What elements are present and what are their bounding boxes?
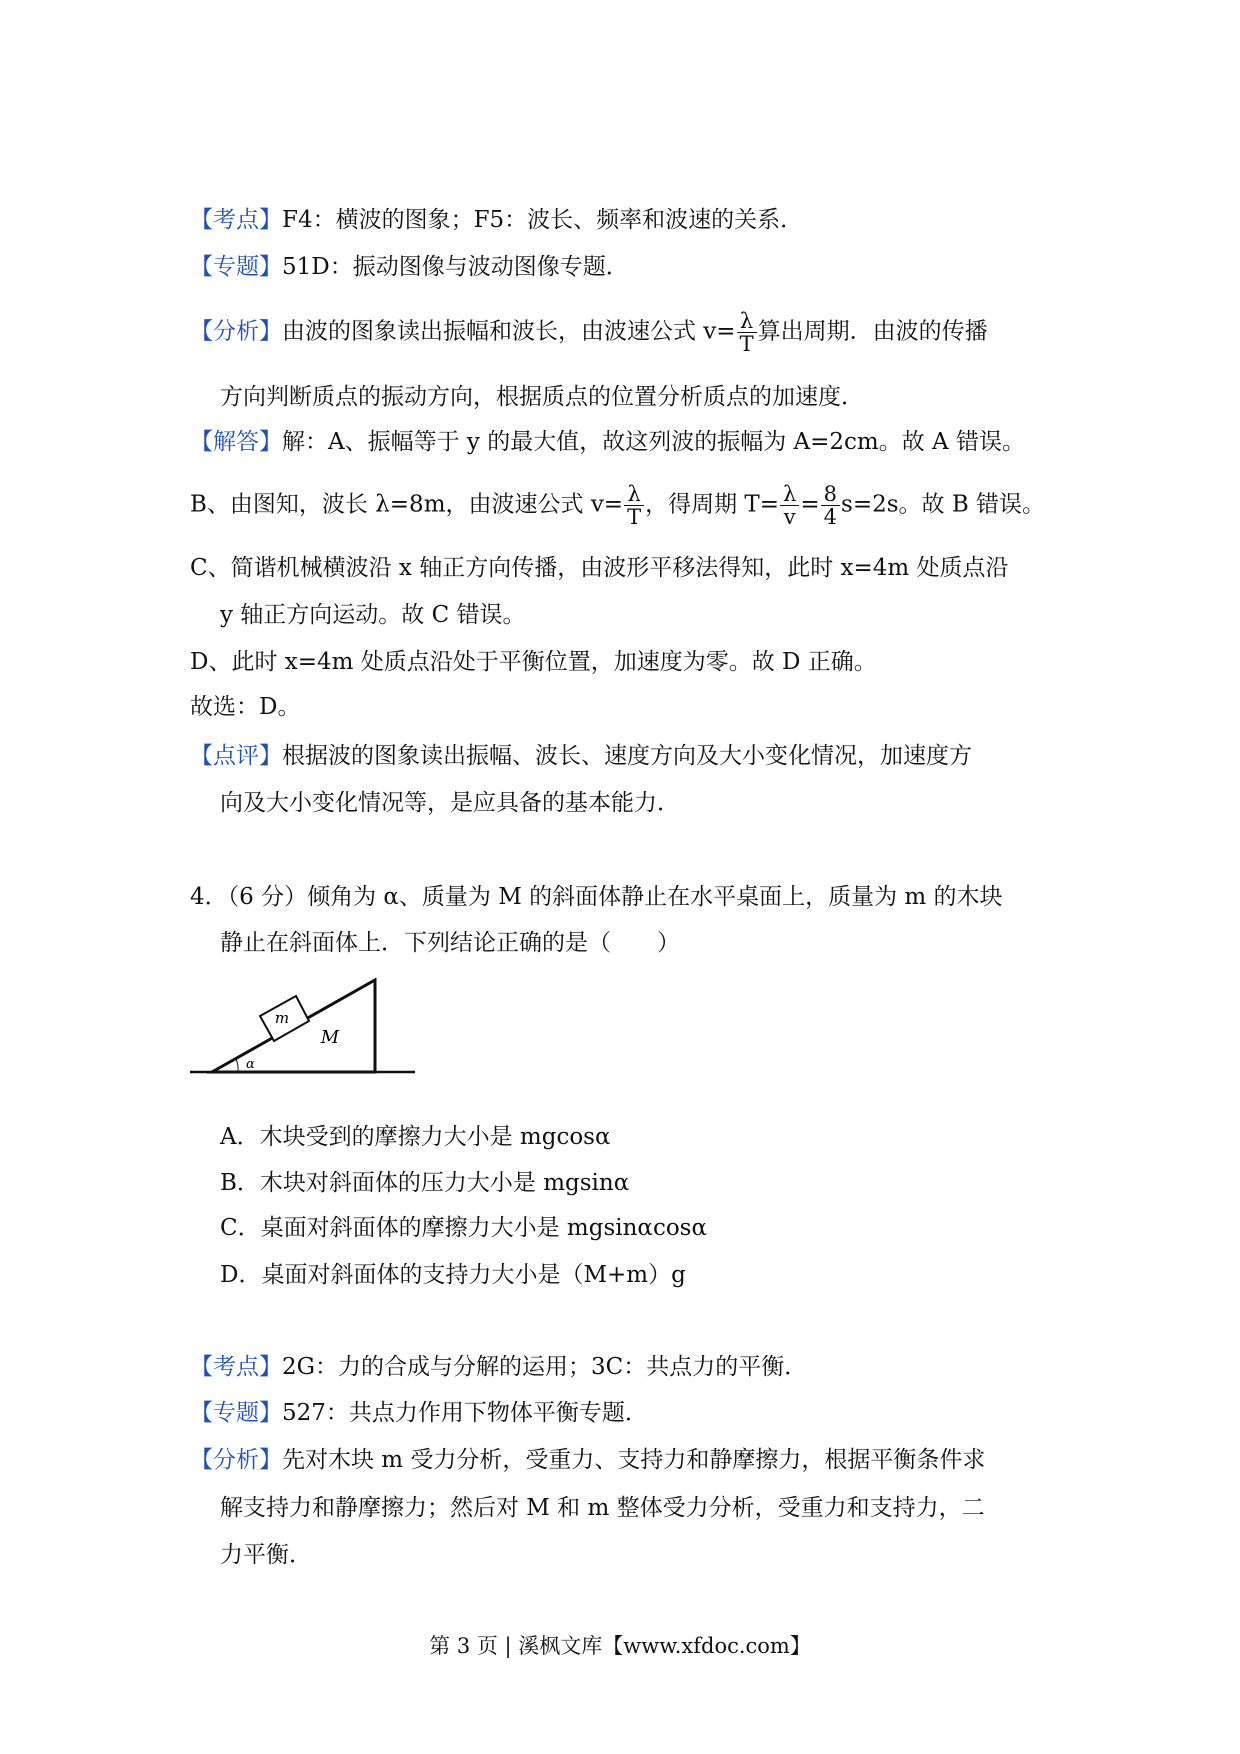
fraction-denominator: T xyxy=(627,505,642,529)
fraction-lambda-over-t xyxy=(737,310,757,355)
option-a: A．木块受到的摩擦力大小是 mgcosα xyxy=(220,1124,611,1150)
fenxi-text: 先对木块 m 受力分析，受重力、支持力和静摩擦力，根据平衡条件求 xyxy=(282,1447,986,1473)
answer-c-line-2: y 轴正方向运动。故 C 错误。 xyxy=(220,602,526,628)
kaodian-line-2 xyxy=(190,1352,807,1382)
fraction-numerator: 8 xyxy=(821,483,840,506)
fraction-lambda-over-v xyxy=(780,483,799,528)
fenxi-line-2-3: 力平衡． xyxy=(220,1542,312,1568)
angle-label: α xyxy=(246,1057,255,1072)
fenxi-line-2-2: 解支持力和静摩擦力；然后对 M 和 m 整体受力分析，受重力和支持力，二 xyxy=(220,1495,985,1521)
kaodian-tag: 【考点】 xyxy=(190,1354,282,1380)
fraction-numerator: λ xyxy=(780,483,799,506)
question-4-line-1: 4．（6 分）倾角为 α、质量为 M 的斜面体静止在水平桌面上，质量为 m 的木块 xyxy=(190,884,1003,910)
fraction-numerator: λ xyxy=(737,310,757,333)
zhuanti-tag: 【专题】 xyxy=(190,254,282,280)
final-choice: 故选：D。 xyxy=(190,694,301,720)
option-b: B．木块对斜面体的压力大小是 mgsinα xyxy=(220,1170,630,1196)
kaodian-text: F4：横波的图象；F5：波长、频率和波速的关系． xyxy=(282,207,804,233)
answer-c-line-1: C、简谐机械横波沿 x 轴正方向传播，由波形平移法得知，此时 x=4m 处质点沿 xyxy=(190,555,1009,581)
dianping-text: 根据波的图象读出振幅、波长、速度方向及大小变化情况，加速度方 xyxy=(282,743,972,769)
fraction-denominator: 4 xyxy=(823,505,838,529)
fenxi-tag: 【分析】 xyxy=(190,1447,282,1473)
answer-b-part2: ，得周期 T= xyxy=(645,491,780,518)
fenxi-line-1 xyxy=(190,310,988,355)
fenxi-line-2-1 xyxy=(190,1445,985,1475)
fraction-denominator: T xyxy=(739,332,754,356)
answer-b-part4: s=2s。故 B 错误。 xyxy=(841,491,1046,518)
body-label: M xyxy=(320,1027,340,1048)
zhuanti-line-2 xyxy=(190,1398,648,1428)
fenxi-text-post: 算出周期．由波的传播 xyxy=(757,318,988,345)
block-label: m xyxy=(274,1009,290,1027)
dianping-line-2: 向及大小变化情况等，是应具备的基本能力． xyxy=(220,790,680,816)
answer-d-line: D、此时 x=4m 处质点沿处于平衡位置，加速度为零。故 D 正确。 xyxy=(190,649,877,675)
answer-b-part3: = xyxy=(800,491,820,518)
incline-diagram xyxy=(190,965,420,1075)
fraction-8-over-4 xyxy=(821,483,840,528)
dianping-tag: 【点评】 xyxy=(190,743,282,769)
zhuanti-text: 527：共点力作用下物体平衡专题． xyxy=(282,1400,648,1426)
kaodian-line-1 xyxy=(190,205,803,235)
kaodian-text: 2G：力的合成与分解的运用；3C：共点力的平衡． xyxy=(282,1354,808,1380)
jieda-tag: 【解答】 xyxy=(190,429,282,455)
fraction-numerator: λ xyxy=(624,483,644,506)
fraction-lambda-over-t-b xyxy=(624,483,644,528)
fenxi-tag: 【分析】 xyxy=(190,318,282,345)
fraction-denominator: v xyxy=(783,505,796,529)
fenxi-line-2: 方向判断质点的振动方向，根据质点的位置分析质点的加速度． xyxy=(220,384,864,410)
option-c: C．桌面对斜面体的摩擦力大小是 mgsinαcosα xyxy=(220,1215,708,1241)
jieda-text: 解：A、振幅等于 y 的最大值，故这列波的振幅为 A=2cm。故 A 错误。 xyxy=(282,429,1025,455)
page-footer: 第 3 页 | 溪枫文库【www.xfdoc.com】 xyxy=(429,1634,811,1658)
zhuanti-text: 51D：振动图像与波动图像专题． xyxy=(282,254,629,280)
answer-b-line xyxy=(190,483,1045,528)
question-4-line-2: 静止在斜面体上．下列结论正确的是（ ） xyxy=(220,930,680,956)
jieda-line xyxy=(190,427,1025,457)
option-d: D．桌面对斜面体的支持力大小是（M+m）g xyxy=(220,1262,686,1288)
zhuanti-tag: 【专题】 xyxy=(190,1400,282,1426)
answer-b-part1: B、由图知，波长 λ=8m，由波速公式 v= xyxy=(190,491,624,518)
dianping-line-1 xyxy=(190,741,972,771)
fenxi-text-pre: 由波的图象读出振幅和波长，由波速公式 v= xyxy=(282,318,736,345)
kaodian-tag: 【考点】 xyxy=(190,207,282,233)
zhuanti-line-1 xyxy=(190,252,629,282)
